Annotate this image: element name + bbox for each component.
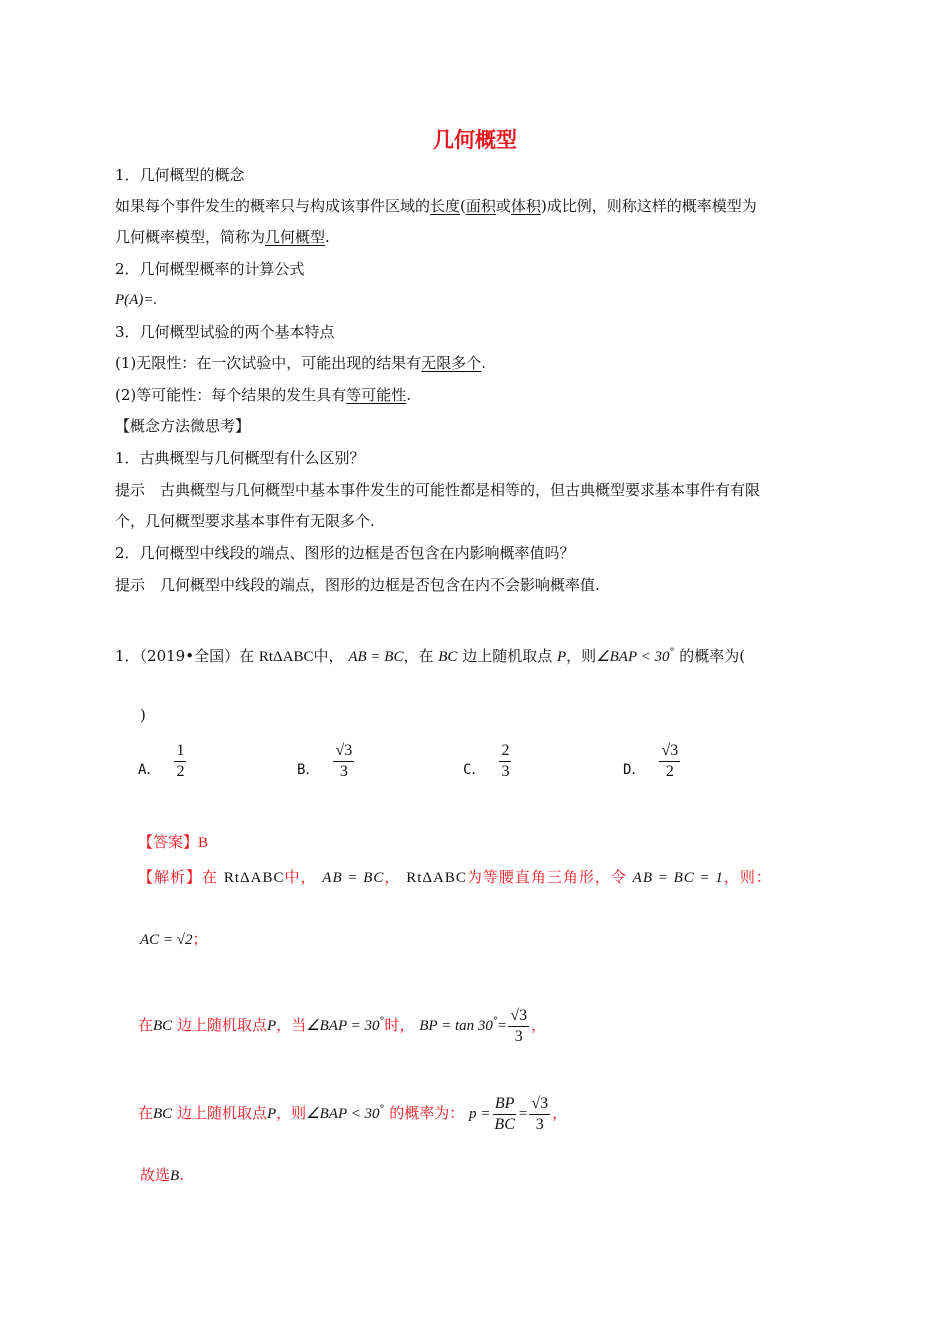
option-label: A．	[138, 762, 161, 778]
text: 的概率为：	[389, 1104, 465, 1122]
text: 边上随机取点	[176, 1016, 267, 1034]
math-segment: BC	[438, 649, 458, 665]
math-triangle: RtΔABC	[258, 649, 314, 665]
denominator: 2	[665, 763, 674, 780]
degree-sign: °	[379, 1016, 385, 1027]
text: 的概率为	[679, 647, 740, 665]
paren: (	[739, 647, 746, 665]
equals-sign: =	[518, 1106, 528, 1122]
underlined-term-geometric-model: 几何概型	[265, 228, 326, 246]
option-b[interactable]	[297, 742, 356, 781]
probability-formula: P(A)=.	[115, 292, 158, 308]
denominator: 2	[176, 763, 185, 780]
text: ，	[384, 868, 401, 886]
degree-sign: °	[492, 1016, 498, 1027]
text: .	[325, 228, 330, 246]
section-1-text-line-2	[115, 226, 330, 248]
numerator: √3	[659, 742, 680, 762]
text: 几何概率模型，简称为	[115, 228, 266, 246]
text: ，	[531, 1016, 547, 1034]
text: .	[406, 386, 412, 404]
text: )成比例，则称这样的概率模型为	[540, 197, 757, 215]
think-question-2: 2．几何概型中线段的端点、图形的边框是否包含在内影响概率值吗？	[115, 544, 575, 562]
text: 边上随机取点	[176, 1104, 267, 1122]
option-label: C．	[463, 762, 486, 778]
option-fraction	[333, 742, 354, 781]
think-answer-2: 提示 几何概型中线段的端点，图形的边框是否包含在内不会影响概率值.	[115, 576, 600, 594]
option-c[interactable]	[463, 742, 513, 781]
text: .	[481, 354, 487, 372]
option-fraction	[174, 742, 186, 781]
text: ；	[192, 930, 208, 948]
feature-equal-likelihood	[115, 384, 411, 406]
text: 在	[202, 868, 219, 886]
option-fraction	[499, 742, 511, 781]
text: .	[179, 1166, 184, 1184]
problem-statement	[115, 642, 745, 668]
analysis-conclusion	[140, 1164, 184, 1187]
text: ，则	[566, 647, 597, 665]
option-a[interactable]	[138, 742, 188, 781]
denominator: 3	[535, 1115, 544, 1133]
text: ，则	[276, 1104, 307, 1122]
math-expression: BP = tan 30	[419, 1018, 493, 1034]
underlined-term-equal-likelihood: 等可能性	[346, 386, 407, 404]
equals-sign: =	[497, 1018, 507, 1034]
analysis-line-4	[138, 1090, 567, 1134]
numerator: √3	[529, 1095, 550, 1115]
text: 在	[138, 1104, 154, 1122]
text: 在	[138, 1016, 154, 1034]
fraction	[529, 1095, 550, 1134]
denominator: 3	[501, 763, 510, 780]
numerator: 2	[499, 742, 511, 762]
text: 如果每个事件发生的概率只与构成该事件区域的	[115, 197, 431, 215]
math-angle: ∠BAP < 30	[306, 1106, 380, 1122]
feature-infinite	[115, 352, 486, 374]
text: ，当	[276, 1016, 307, 1034]
analysis-label: 【解析】	[138, 868, 203, 886]
denominator: BC	[494, 1115, 515, 1133]
denominator: 3	[339, 763, 348, 780]
probability-equation	[469, 1094, 552, 1133]
think-answer-1-line-1: 提示 古典概型与几何概型中基本事件发生的可能性都是相等的，但古典概型要求基本事件有有限	[115, 481, 761, 499]
text: 中，	[313, 647, 344, 665]
text: 或	[495, 197, 511, 215]
think-heading: 【概念方法微思考】	[115, 417, 251, 435]
text: 时，	[384, 1016, 415, 1034]
text: ，在	[403, 647, 434, 665]
text: 边上随机取点	[462, 647, 553, 665]
underlined-term-infinite: 无限多个	[421, 354, 482, 372]
section-2-heading: 2．几何概型概率的计算公式	[115, 260, 305, 278]
text: (2)等可能性：每个结果的发生具有	[115, 386, 347, 404]
numerator: √3	[508, 1007, 529, 1027]
math-triangle: RtΔABC	[223, 870, 285, 886]
math-choice: B	[170, 1168, 180, 1184]
option-fraction	[659, 742, 680, 781]
math-segment: BC	[153, 1106, 173, 1122]
problem-close-paren: )	[140, 706, 146, 724]
numerator: BP	[493, 1095, 517, 1115]
math-equation: AB = BC	[348, 649, 404, 665]
bp-equation	[419, 1006, 531, 1045]
math-point: P	[266, 1018, 277, 1034]
section-3-heading: 3．几何概型试验的两个基本特点	[115, 323, 335, 341]
underlined-term-volume: 体积	[510, 197, 541, 215]
answer-label: 【答案】	[138, 833, 199, 851]
text: ，	[552, 1104, 568, 1122]
math-equation: AB = BC = 1	[632, 870, 724, 886]
math-angle: ∠BAP < 30	[596, 649, 670, 665]
text: 故选	[140, 1166, 171, 1184]
text: (	[460, 197, 466, 215]
section-1-heading: 1．几何概型的概念	[115, 166, 245, 184]
numerator: √3	[333, 742, 354, 762]
math-point: P	[557, 649, 567, 665]
page-title: 几何概型	[433, 128, 517, 152]
problem-source: （2019•全国）在	[139, 647, 255, 665]
degree-sign: °	[669, 647, 675, 658]
analysis-line-3	[138, 1002, 546, 1046]
fraction	[508, 1007, 529, 1046]
text: ，则：	[723, 868, 772, 886]
fraction-bp-bc	[492, 1095, 516, 1134]
underlined-term-area: 面积	[465, 197, 496, 215]
option-d[interactable]	[623, 742, 682, 781]
analysis-line-2	[140, 928, 208, 951]
math-segment: BC	[153, 1018, 173, 1034]
think-answer-1-line-2: 个，几何概型要求基本事件有无限多个.	[115, 512, 375, 530]
analysis-line-1	[138, 866, 772, 889]
math-expression: p =	[469, 1106, 491, 1122]
text: 为等腰直角三角形，令	[466, 868, 627, 886]
denominator: 3	[514, 1027, 523, 1045]
numerator: 1	[174, 742, 186, 762]
math-angle: ∠BAP = 30	[306, 1018, 380, 1034]
math-equation: AB = BC	[322, 870, 385, 886]
degree-sign: °	[379, 1104, 385, 1115]
problem-number: 1．	[115, 647, 140, 665]
underlined-term-length: 长度	[430, 197, 461, 215]
text: 中，	[284, 868, 317, 886]
answer-line	[138, 831, 208, 854]
think-question-1: 1．古典概型与几何概型有什么区别？	[115, 449, 365, 467]
math-triangle: RtΔABC	[406, 870, 467, 886]
option-label: B．	[297, 762, 320, 778]
option-label: D．	[623, 762, 646, 778]
math-point: P	[266, 1106, 277, 1122]
math-equation: AC = √2	[140, 932, 193, 948]
section-1-text-line-1	[115, 195, 757, 217]
text: (1)无限性：在一次试验中，可能出现的结果有	[115, 354, 422, 372]
answer-value: B	[198, 835, 209, 851]
